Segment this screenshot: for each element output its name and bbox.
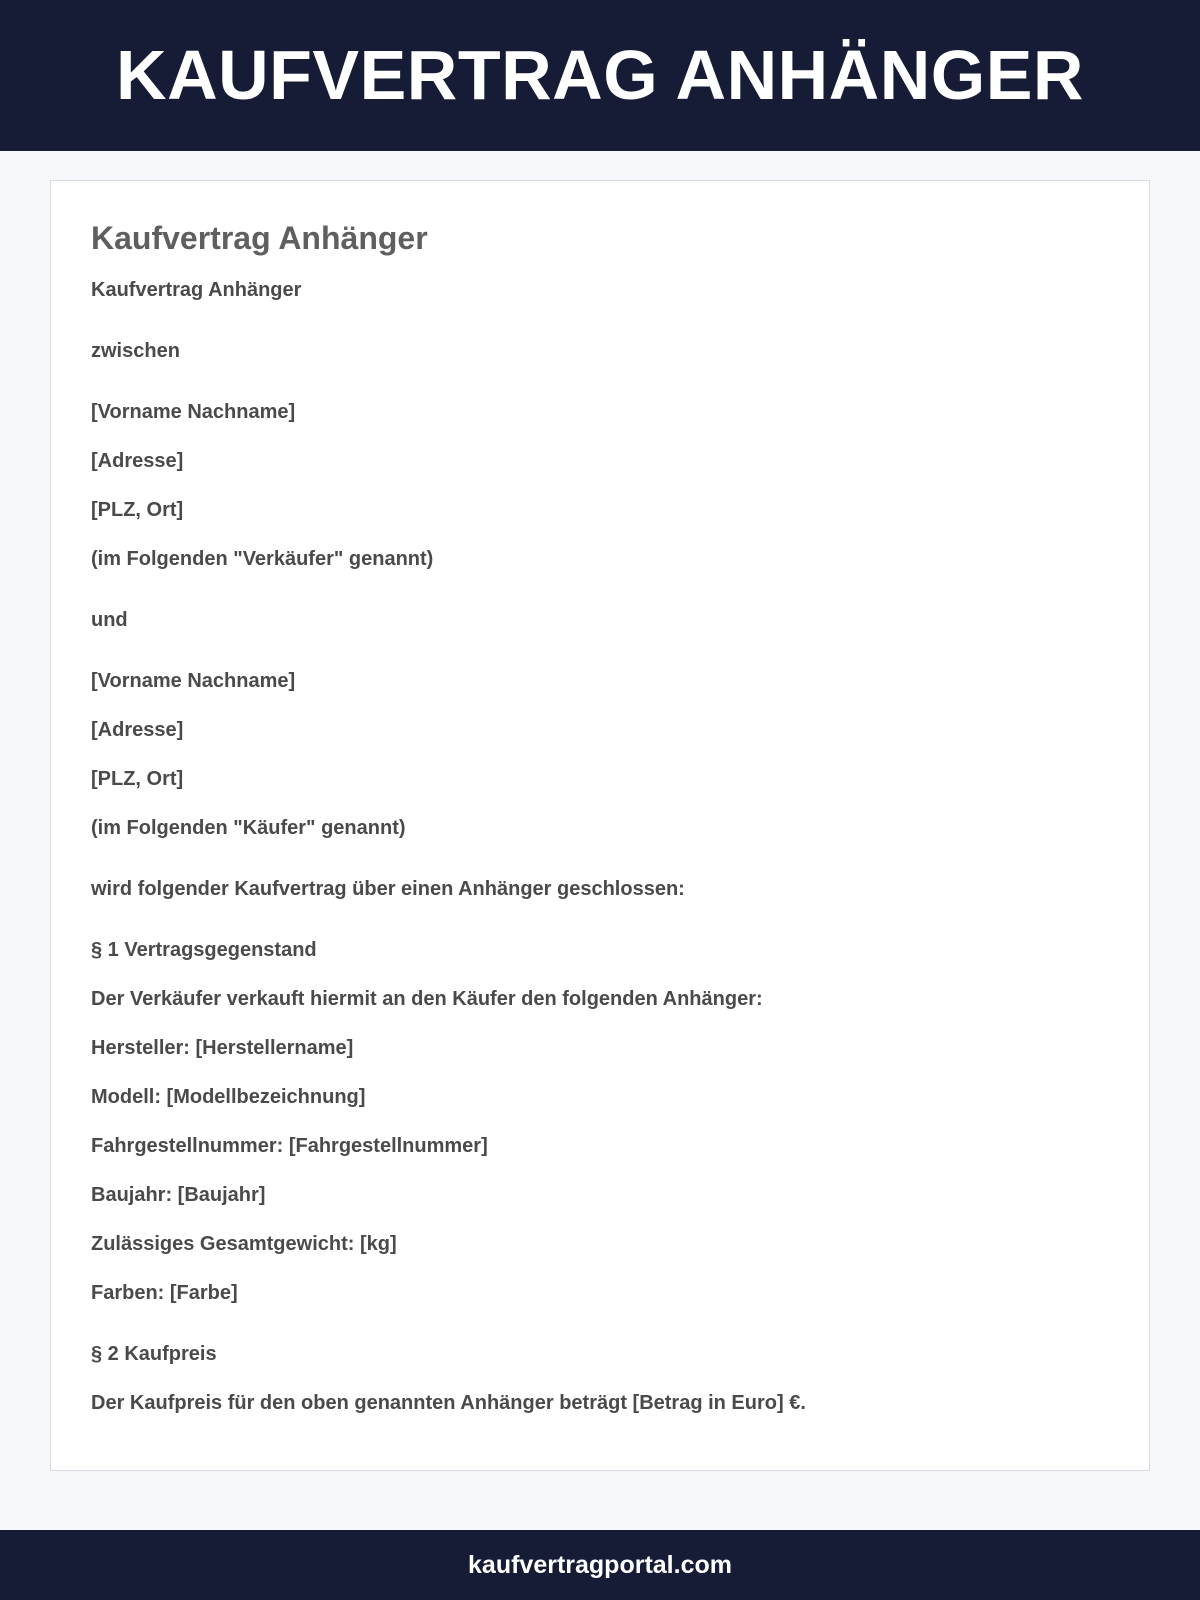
footer-site-name: kaufvertragportal.com: [468, 1550, 732, 1579]
banner-title: KAUFVERTRAG ANHÄNGER: [116, 35, 1084, 114]
section-2-heading: § 2 Kaufpreis: [91, 1343, 217, 1365]
footer-bar: [0, 1530, 1200, 1600]
seller-designation: (im Folgenden "Verkäufer" genannt): [91, 548, 434, 570]
seller-address: [Adresse]: [91, 450, 184, 472]
year-field: Baujahr: [Baujahr]: [91, 1184, 266, 1206]
document-heading: Kaufvertrag Anhänger: [91, 220, 428, 256]
contract-intro: wird folgender Kaufvertrag über einen Anhänger geschlossen:: [91, 878, 685, 900]
manufacturer-field: Hersteller: [Herstellername]: [91, 1037, 354, 1059]
buyer-designation: (im Folgenden "Käufer" genannt): [91, 817, 406, 839]
seller-postal-city: [PLZ, Ort]: [91, 499, 184, 521]
buyer-address: [Adresse]: [91, 719, 184, 741]
seller-name: [Vorname Nachname]: [91, 401, 296, 423]
section-1-text: Der Verkäufer verkauft hiermit an den Käufer den folgenden Anhänger:: [91, 988, 763, 1010]
model-field: Modell: [Modellbezeichnung]: [91, 1086, 366, 1108]
buyer-postal-city: [PLZ, Ort]: [91, 768, 184, 790]
gross-weight-field: Zulässiges Gesamtgewicht: [kg]: [91, 1233, 397, 1255]
color-field: Farben: [Farbe]: [91, 1282, 238, 1304]
section-1-heading: § 1 Vertragsgegenstand: [91, 939, 317, 961]
purchase-price-text: Der Kaufpreis für den oben genannten Anhänger beträgt [Betrag in Euro] €.: [91, 1392, 806, 1414]
document-card: [50, 180, 1150, 1471]
between-label: zwischen: [91, 340, 180, 362]
chassis-number-field: Fahrgestellnummer: [Fahrgestellnummer]: [91, 1135, 488, 1157]
buyer-name: [Vorname Nachname]: [91, 670, 296, 692]
and-label: und: [91, 609, 128, 631]
header-banner: [0, 0, 1200, 151]
document-subtitle: Kaufvertrag Anhänger: [91, 279, 302, 301]
